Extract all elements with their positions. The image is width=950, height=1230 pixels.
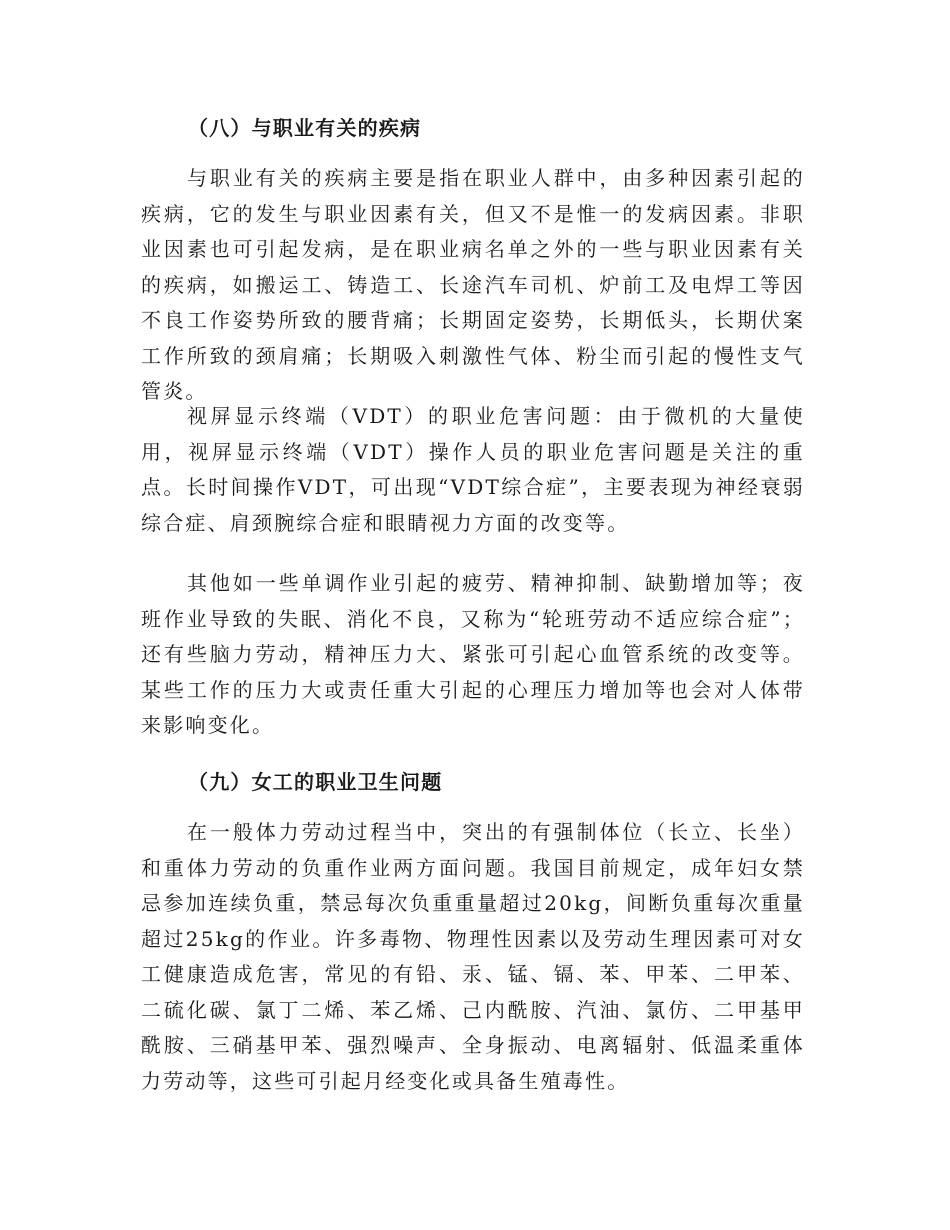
paragraph-female-worker-hygiene: 在一般体力劳动过程当中，突出的有强制体位（长立、长坐）和重体力劳动的负重作业两方面问题。我国目前规定，成年妇女禁忌参加连续负重，禁忌每次负重重量超过20kg，间断负重每次重量超过25kg的作业。许多毒物、物理性因素以及劳动生理因素可对女工健康造成危害，常见的有铅、汞、锰、镉、苯、甲苯、二甲苯、二硫化碳、氯丁二烯、苯乙烯、己内酰胺、汽油、氯仿、二甲基甲酰胺、三硝基甲苯、强烈噪声、全身振动、电离辐射、低温柔重体力劳动等，这些可引起月经变化或具备生殖毒性。 bbox=[141, 820, 805, 1093]
section-heading-9: （九）女工的职业卫生问题 bbox=[188, 770, 443, 794]
paragraph-occupational-disease: 与职业有关的疾病主要是指在职业人群中，由多种因素引起的疾病，它的发生与职业因素有关，但又不是惟一的发病因素。非职业因素也可引起发病，是在职业病名单之外的一些与职业因素有关的疾病，如搬运工、铸造工、长途汽车司机、炉前工及电焊工等因不良工作姿势所致的腰背痛；长期固定姿势，长期低头，长期伏案工作所致的颈肩痛；长期吸入刺激性气体、粉尘而引起的慢性支气管炎。 bbox=[141, 166, 805, 403]
section-heading-8: （八）与职业有关的疾病 bbox=[188, 116, 422, 140]
paragraph-vdt-hazard: 视屏显示终端（VDT）的职业危害问题：由于微机的大量使用，视屏显示终端（VDT）操作人员的职业危害问题是关注的重点。长时间操作VDT，可出现“VDT综合症”，主要表现为神经衰弱综合症、肩颈腕综合症和眼睛视力方面的改变等。 bbox=[141, 404, 805, 535]
paragraph-other-effects: 其他如一些单调作业引起的疲劳、精神抑制、缺勤增加等；夜班作业导致的失眠、消化不良，又称为“轮班劳动不适应综合症”；还有些脑力劳动，精神压力大、紧张可引起心血管系统的改变等。某些工作的压力大或责任重大引起的心理压力增加等也会对人体带来影响变化。 bbox=[141, 571, 805, 737]
